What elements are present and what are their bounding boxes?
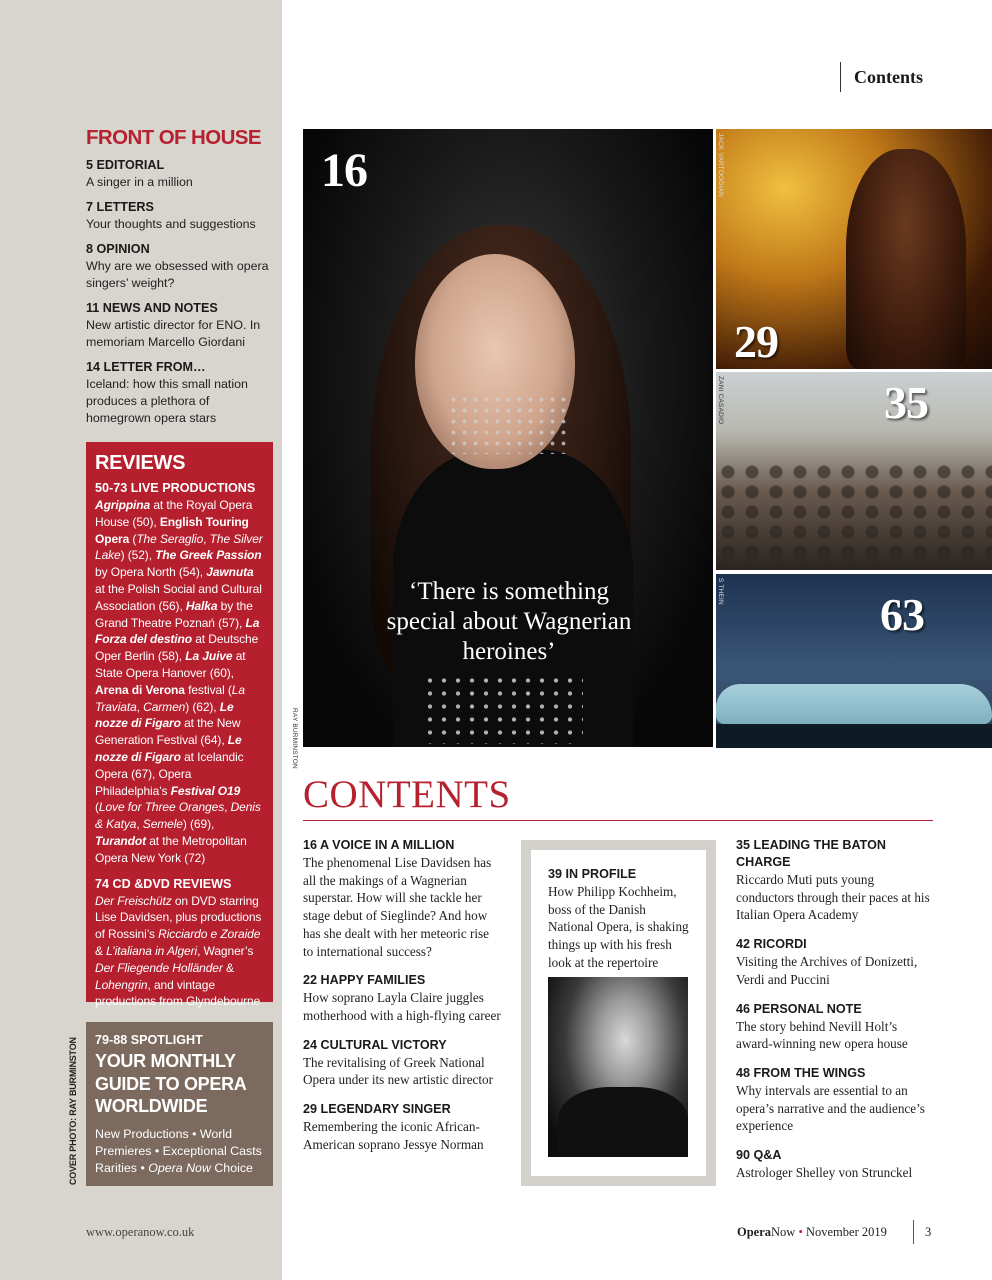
live-productions-head[interactable]: 50-73 LIVE PRODUCTIONS — [95, 481, 256, 495]
profile-portrait-photo — [548, 977, 688, 1157]
footer-magazine-issue — [737, 1225, 887, 1240]
bullet-dot: • — [798, 1225, 803, 1239]
reviews-title: REVIEWS — [95, 452, 186, 474]
foh-item-text: New artistic director for ENO. In memoriam Marcello Giordani — [86, 318, 261, 349]
photo-credit-29: JACK VARTOOGIAN — [717, 133, 724, 198]
contents-divider — [303, 820, 933, 821]
contents-item-text: The story behind Nevill Holt’s award-winning new opera house — [736, 1018, 908, 1052]
photo-coat-shape — [558, 1087, 688, 1157]
cd-dvd-reviews-text: Der Freischütz on DVD starring Lise Davidsen, plus productions of Rossini’s Ricciardo e Zoraide & L’italiana in Algeri, Wagner’s Der Fliegende Holländer & Lohengrin, and vintage productions from Glyndebourne — [95, 893, 262, 1009]
foh-item-head: 7 LETTERS — [86, 200, 154, 214]
photo-page-number-29: 29 — [734, 316, 778, 367]
contents-item-text: The phenomenal Lise Davidsen has all the makings of a Wagnerian superstar. How will she tackle her stage debut of Sieglinde? And how has she dealt with her meteoric rise to international success? — [303, 855, 492, 959]
pull-quote: ‘There is something special about Wagnerian heroines’ — [386, 578, 632, 665]
contents-item-head: 46 PERSONAL NOTE — [736, 1001, 862, 1016]
foh-item[interactable] — [86, 157, 276, 191]
profile-head: 39 IN PROFILE — [548, 867, 637, 881]
photo-credit-63: S THEIN — [717, 578, 724, 605]
contents-item-head: 90 Q&A — [736, 1148, 782, 1163]
spotlight-guide-title: YOUR MONTHLY GUIDE TO OPERA WORLDWIDE — [95, 1051, 246, 1116]
contents-item[interactable] — [736, 936, 932, 988]
photo-page-number-35: 35 — [884, 377, 928, 428]
profile-text: How Philipp Kochheim, boss of the Danish National Opera, is shaking things up with his fresh look at the repertoire — [548, 884, 689, 970]
reviews-box — [86, 442, 273, 1009]
magazine-name-bold: Opera — [737, 1225, 772, 1239]
legendary-singer-photo[interactable] — [716, 129, 992, 369]
foh-item-text: Iceland: how this small nation produces a plethora of homegrown opera stars — [86, 377, 248, 425]
contents-item-text: Why intervals are essential to an opera’s narrative and the audience’s experience — [736, 1082, 925, 1134]
stage-production-photo[interactable] — [716, 574, 992, 748]
contents-item-text: Visiting the Archives of Donizetti, Verdi and Puccini — [736, 954, 918, 987]
contents-title: CONTENTS — [303, 773, 511, 816]
contents-item[interactable] — [736, 1001, 932, 1053]
contents-item-head: 24 CULTURAL VICTORY — [303, 1037, 447, 1052]
contents-item-text: Astrologer Shelley von Strunckel — [736, 1165, 913, 1181]
front-of-house-section — [86, 126, 276, 435]
main-photo-credit: RAY BURMINSTON — [291, 708, 298, 769]
contents-item-head: 35 LEADING THE BATON CHARGE — [736, 838, 886, 869]
website-url[interactable]: www.operanow.co.uk — [86, 1225, 195, 1239]
foh-item[interactable] — [86, 241, 276, 292]
photo-studs-pattern — [448, 394, 568, 454]
magazine-name-rest: Now — [771, 1225, 796, 1239]
orchestra-photo[interactable] — [716, 372, 992, 570]
foh-item[interactable] — [86, 300, 276, 351]
profile-box[interactable] — [521, 840, 716, 1186]
contents-item[interactable] — [736, 1147, 932, 1182]
running-head: Contents — [840, 62, 923, 92]
issue-date: November 2019 — [802, 1225, 887, 1239]
contents-item[interactable] — [303, 972, 501, 1024]
foh-item-text: Your thoughts and suggestions — [86, 217, 256, 231]
foh-item-head: 8 OPINION — [86, 242, 150, 256]
photo-figure-shape — [846, 149, 966, 369]
photo-credit-35: ZANI CASADIO — [717, 376, 724, 425]
cd-dvd-reviews-head[interactable]: 74 CD &DVD REVIEWS — [95, 876, 232, 891]
spotlight-head: 79-88 SPOTLIGHT — [95, 1033, 203, 1047]
photo-studs-pattern — [423, 674, 583, 744]
cover-photo-credit: COVER PHOTO: RAY BURMINSTON — [68, 1037, 78, 1185]
page-number-divider — [913, 1220, 914, 1244]
main-photo-page-number: 16 — [321, 144, 367, 197]
photo-orchestra-pattern — [716, 462, 992, 570]
contents-item-text: Remembering the iconic African-American soprano Jessye Norman — [303, 1119, 484, 1152]
contents-item[interactable] — [303, 1101, 501, 1153]
contents-item[interactable] — [736, 1065, 932, 1135]
contents-item-head: 22 HAPPY FAMILIES — [303, 973, 426, 988]
contents-item-head: 16 A VOICE IN A MILLION — [303, 838, 455, 852]
contents-item[interactable] — [303, 1037, 501, 1089]
contents-item-head: 48 FROM THE WINGS — [736, 1065, 866, 1080]
photo-page-number-63: 63 — [880, 589, 924, 640]
foh-item-head: 11 NEWS AND NOTES — [86, 301, 218, 315]
spacer — [95, 867, 265, 876]
front-of-house-title: FRONT OF HOUSE — [86, 126, 261, 149]
photo-car-shape — [716, 684, 992, 724]
foh-item-head: 14 LETTER FROM… — [86, 360, 206, 374]
contents-item-text: The revitalising of Greek National Opera under its new artistic director — [303, 1054, 494, 1088]
contents-item-text: Riccardo Muti puts young conductors through their paces at his Italian Opera Academy — [736, 872, 930, 923]
contents-item-head: 42 RICORDI — [736, 937, 807, 952]
foh-item-text: A singer in a million — [86, 175, 193, 189]
live-productions-text: Agrippina at the Royal Opera House (50), English Touring Opera (The Seraglio, The Silver Lake) (52), The Greek Passion by Opera North (54), Jawnuta at the Polish Social and Cultural Association (56), Halka by the Grand Theatre Poznań (57), La Forza del destino at Deutsche Oper Berlin (58), La Juive at State Opera Hanover (60), Arena di Verona festival (La Traviata, Carmen) (62), Le nozze di Figaro at the New Generation Festival (64), Le nozze di Figaro at Icelandic Opera (67), Opera Philadelphia’s Festival O19 (Love for Three Oranges, Denis & Katya, Semele) (69), Turandot at the Metropolitan Opera New York (72) — [95, 498, 263, 865]
contents-item-head: 29 LEGENDARY SINGER — [303, 1102, 451, 1117]
contents-item-text: How soprano Layla Claire juggles motherhood with a high-flying career — [303, 990, 501, 1023]
spotlight-box[interactable] — [86, 1022, 273, 1186]
photo-ground-shape — [716, 724, 992, 748]
foh-item[interactable] — [86, 199, 276, 233]
contents-item[interactable] — [736, 837, 932, 924]
cover-star-photo[interactable] — [303, 129, 713, 747]
spotlight-text: New Productions • World Premieres • Exceptional Casts Rarities • Opera Now Choice — [95, 1126, 262, 1175]
foh-item-text: Why are we obsessed with opera singers’ weight? — [86, 259, 269, 290]
page-number: 3 — [925, 1225, 932, 1239]
foh-item-head: 5 EDITORIAL — [86, 158, 165, 172]
contents-column-left — [303, 837, 501, 1165]
foh-item[interactable] — [86, 359, 276, 427]
contents-item[interactable] — [303, 837, 501, 960]
contents-column-right — [736, 837, 932, 1194]
